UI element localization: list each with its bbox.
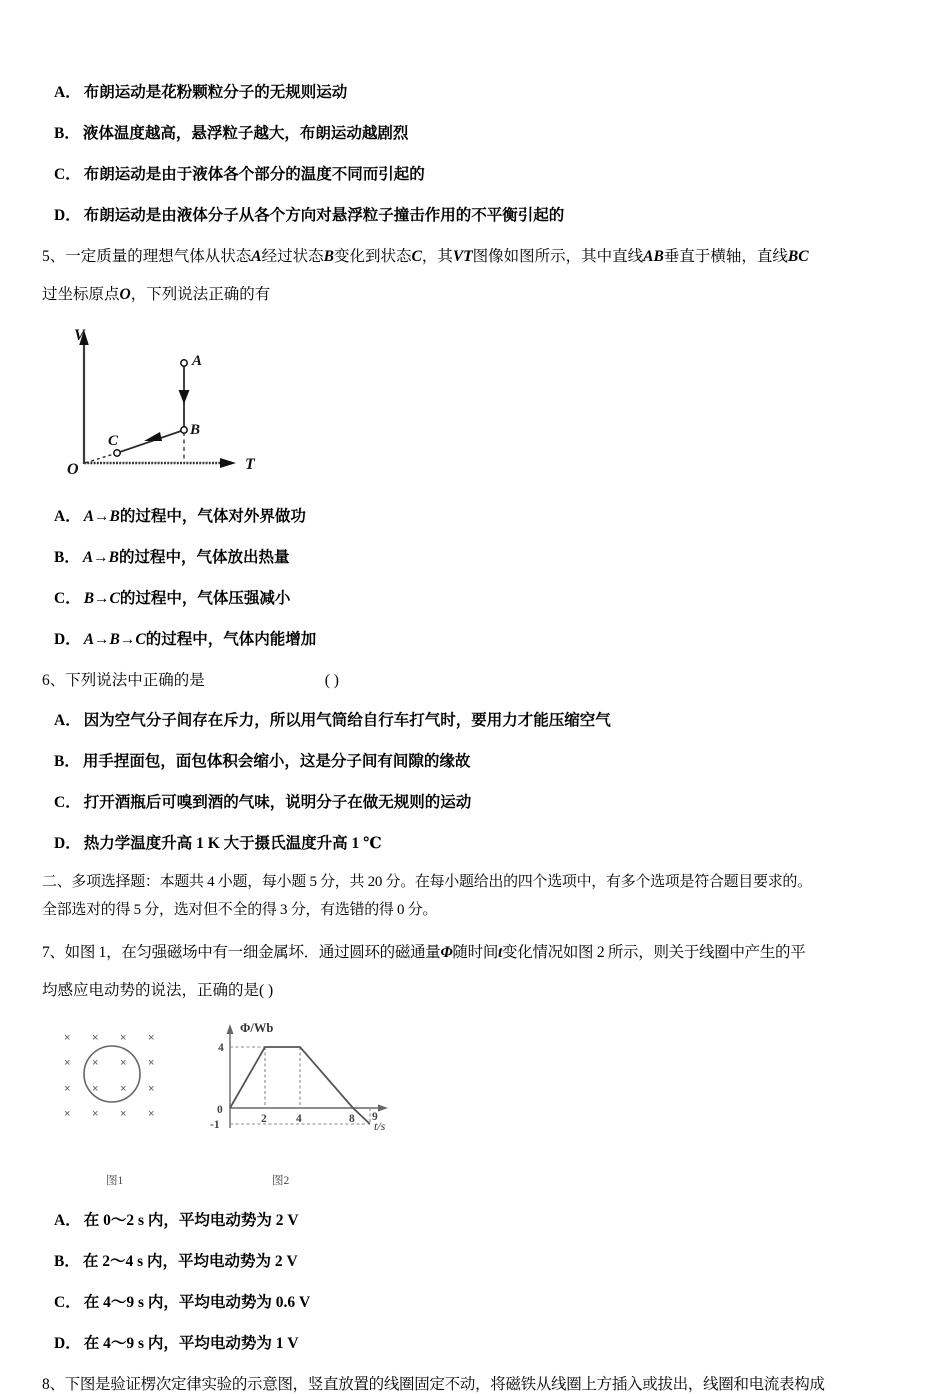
q5-option-d-expr: A→B→C [83, 631, 146, 648]
vt-segment-bc [117, 430, 184, 453]
q5-option-b-label: B． [54, 549, 80, 566]
q5-stem-a: 5、一定质量的理想气体从状态 [42, 248, 252, 265]
graph-x-arrowhead [378, 1104, 388, 1111]
cross-icon: × [92, 1031, 99, 1044]
q7-options-block [42, 1208, 914, 1353]
q5-option-b-text: 的过程中，气体放出热量 [119, 549, 290, 566]
q6-option-c [42, 790, 914, 812]
section2-line-1: 二、多项选择题：本题共 4 小题，每小题 5 分，共 20 分。在每小题给出的四个选项中，有多个选项是符合题目要求的。 [42, 874, 812, 890]
vt-label-a: A [192, 353, 203, 369]
vt-diagram-svg [64, 322, 294, 482]
vt-point-c-marker [114, 450, 120, 456]
q5-option-c-label: C． [54, 590, 81, 607]
cross-icon: × [120, 1056, 127, 1069]
graph-ytick-minus1: -1 [210, 1118, 220, 1131]
q5-option-a-text: 的过程中，气体对外界做功 [119, 508, 306, 525]
cross-icon: × [64, 1056, 71, 1069]
q7-stem-line-1 [42, 940, 914, 962]
graph-xtick-9: 9 [372, 1110, 378, 1123]
q5-option-d-text: 的过程中，气体内能增加 [145, 631, 317, 648]
figure1-uniform-field [64, 1032, 154, 1120]
graph-ytick-4: 4 [218, 1041, 224, 1054]
q6-option-b-label: B． [54, 753, 80, 770]
q4-option-a-text: 布朗运动是花粉颗粒分子的无规则运动 [83, 84, 348, 101]
q6-option-a-text: 因为空气分子间存在斥力，所以用气筒给自行车打气时，要用力才能压缩空气 [83, 712, 611, 729]
graph-xtick-2: 2 [261, 1112, 267, 1125]
metal-ring-icon [84, 1046, 140, 1102]
q6-answer-bracket[interactable]: ( ) [324, 672, 339, 689]
q7-option-a-text: 在 0～2 s 内，平均电动势为 2 V [83, 1211, 299, 1229]
q4-option-b-label: B． [54, 125, 80, 142]
section2-line-2: 全部选对的得 5 分，选对但不全的得 3 分，有选错的得 0 分。 [42, 901, 438, 918]
q7-figures-svg [50, 1016, 390, 1156]
q4-option-b [42, 121, 914, 143]
q5-var-B: B [323, 248, 334, 265]
q6-option-d [42, 831, 914, 853]
q5-option-c-expr: B→C [83, 590, 120, 607]
q7-var-t: t [498, 943, 503, 961]
q4-option-a-label: A． [54, 84, 81, 101]
cross-icon: × [148, 1082, 155, 1095]
q6-option-c-text: 打开酒瓶后可嗅到酒的气味，说明分子在做无规则的运动 [83, 794, 472, 811]
q6-stem [42, 668, 914, 690]
cross-icon: × [148, 1056, 155, 1069]
q6-option-b [42, 749, 914, 771]
q7-option-b-label: B． [54, 1252, 80, 1270]
cross-icon: × [148, 1107, 155, 1120]
q5-option-a-label: A． [54, 508, 81, 525]
q4-option-c-label: C． [54, 166, 81, 183]
q5-var-O: O [119, 286, 131, 303]
q7-stem-line-2: 均感应电动势的说法，正确的是( ) [42, 981, 274, 999]
q4-option-a [42, 80, 914, 102]
cross-icon: × [120, 1082, 127, 1095]
cross-icon: × [92, 1082, 99, 1095]
vt-dashed-co [85, 453, 117, 463]
q6-option-d-label: D． [54, 835, 81, 852]
q5-var-VT: VT [452, 248, 473, 265]
q7-option-b-text: 在 2～4 s 内，平均电动势为 2 V [82, 1252, 298, 1270]
graph-y-arrowhead [227, 1024, 234, 1034]
vt-arrow-ab [179, 390, 190, 404]
cross-icon: × [148, 1031, 155, 1044]
q7-option-a [42, 1208, 914, 1230]
vt-arrow-bc [144, 432, 162, 441]
q6-option-a-label: A． [54, 712, 81, 729]
vt-x-axis-arrowhead [220, 458, 236, 468]
graph-xtick-8: 8 [349, 1112, 355, 1125]
vt-label-v: V [74, 327, 85, 344]
q7-stem-b: 随时间 [452, 943, 499, 961]
vt-label-o: O [67, 461, 79, 478]
q7-option-d-text: 在 4～9 s 内，平均电动势为 1 V [83, 1334, 299, 1352]
q7-stem-a: 7、如图 1，在匀强磁场中有一细金属坏．通过圆环的磁通量 [42, 943, 441, 961]
q7-option-d [42, 1331, 914, 1353]
graph-xtick-4: 4 [296, 1112, 302, 1125]
q6-option-c-label: C． [54, 794, 81, 811]
q5-stem-g: 过坐标原点 [42, 286, 120, 303]
figure2-flux-time-graph [210, 1021, 388, 1133]
q7-option-a-label: A． [54, 1211, 81, 1229]
figure1-caption: 图1 [106, 1174, 124, 1187]
q7-figure-captions [50, 1172, 390, 1190]
cross-icon: × [120, 1031, 127, 1044]
q6-stem-text: 6、下列说法中正确的是 [42, 672, 205, 689]
q5-var-C: C [411, 248, 422, 265]
q4-option-d-label: D． [54, 207, 81, 224]
q5-stem-b: 经过状态 [261, 248, 324, 265]
q7-option-c-text: 在 4～9 s 内，平均电动势为 0.6 V [83, 1293, 311, 1311]
q5-stem-h: ，下列说法正确的有 [130, 286, 271, 303]
q6-option-b-text: 用手捏面包，面包体积会缩小，这是分子间有间隙的缘故 [82, 753, 471, 770]
q8-stem: 8、下图是验证楞次定律实验的示意图，竖直放置的线圈固定不动，将磁铁从线圈上方插入或拔出，线圈和电流表构成 [42, 1375, 825, 1393]
q6-option-d-text: 热力学温度升高 1 K 大于摄氏温度升高 1 ℃ [83, 835, 382, 852]
q7-var-phi: Φ [440, 943, 453, 961]
q7-stem-c: 变化情况如图 2 所示，则关于线圈中产生的平 [502, 943, 806, 961]
vt-point-a-marker [181, 360, 187, 366]
q5-var-AB: AB [643, 248, 664, 265]
q5-option-a-expr: A→B [83, 508, 120, 525]
figure2-caption: 图2 [272, 1174, 290, 1187]
q5-var-A: A [251, 248, 262, 265]
vt-diagram-figure [64, 322, 294, 482]
q5-option-d [42, 627, 914, 649]
vt-label-b: B [190, 422, 201, 438]
cross-icon: × [92, 1107, 99, 1120]
q5-option-b-expr: A→B [82, 549, 120, 566]
cross-icon: × [120, 1107, 127, 1120]
vt-label-c: C [108, 433, 119, 449]
q4-option-b-text: 液体温度越高，悬浮粒子越大，布朗运动越剧烈 [82, 125, 409, 142]
q7-option-c-label: C． [54, 1293, 81, 1311]
q5-options-block [42, 504, 914, 649]
graph-ytick-0: 0 [217, 1103, 223, 1116]
q5-stem-line-1 [42, 244, 914, 266]
q5-stem-c: 变化到状态 [333, 248, 412, 265]
q5-option-b [42, 545, 914, 567]
q5-var-BC: BC [787, 248, 809, 265]
cross-icon: × [92, 1056, 99, 1069]
q5-stem-f: 垂直于横轴，直线 [663, 248, 788, 265]
cross-icon: × [64, 1031, 71, 1044]
q7-option-b [42, 1249, 914, 1271]
q4-option-c [42, 162, 914, 184]
q5-option-d-label: D． [54, 631, 81, 648]
cross-icon: × [64, 1082, 71, 1095]
graph-y-axis-label: Φ/Wb [240, 1020, 274, 1035]
q7-figures [50, 1016, 390, 1156]
vt-label-t: T [245, 456, 255, 473]
q5-stem-e: 图像如图所示，其中直线 [472, 248, 644, 265]
graph-x-axis-label: t/s [374, 1118, 386, 1133]
q5-stem-line-2 [42, 282, 914, 304]
vt-point-b-marker [181, 427, 187, 433]
q6-options-block [42, 708, 914, 853]
cross-icon: × [64, 1107, 71, 1120]
q4-options-block [42, 80, 914, 225]
q4-option-c-text: 布朗运动是由于液体各个部分的温度不同而引起的 [83, 166, 425, 183]
q5-option-c-text: 的过程中，气体压强减小 [119, 590, 291, 607]
q5-option-a [42, 504, 914, 526]
q5-option-c [42, 586, 914, 608]
q6-option-a [42, 708, 914, 730]
q7-option-d-label: D． [54, 1334, 81, 1352]
q4-option-d-text: 布朗运动是由液体分子从各个方向对悬浮粒子撞击作用的不平衡引起的 [83, 207, 565, 224]
q4-option-d [42, 203, 914, 225]
q5-stem-d: ，其 [421, 248, 453, 265]
q7-option-c [42, 1290, 914, 1312]
